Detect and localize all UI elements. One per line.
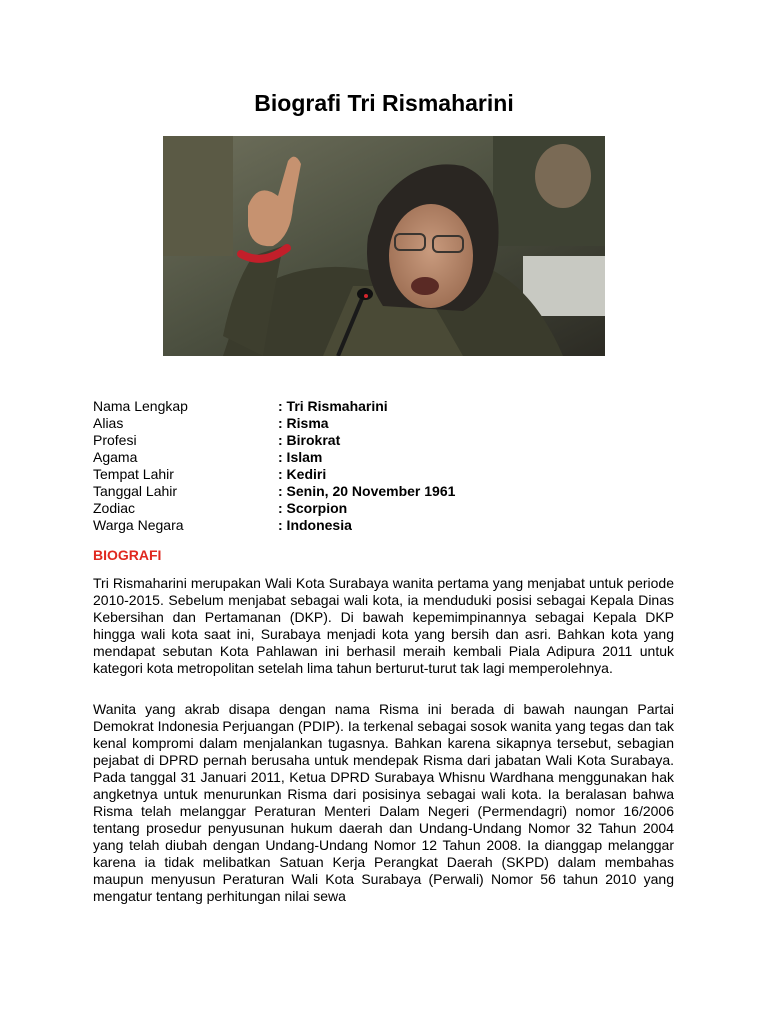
portrait-photo bbox=[163, 136, 605, 356]
profile-value: : Birokrat bbox=[278, 432, 341, 448]
profile-value: : Kediri bbox=[278, 466, 327, 482]
profile-value: : Indonesia bbox=[278, 517, 352, 533]
profile-label: Agama bbox=[93, 449, 138, 465]
profile-label: Nama Lengkap bbox=[93, 398, 188, 414]
profile-label: Tempat Lahir bbox=[93, 466, 174, 482]
profile-row bbox=[93, 449, 683, 466]
body-paragraph: Wanita yang akrab disapa dengan nama Risma ini berada di bawah naungan Partai Demokrat Indonesia Perjuangan (PDIP). Ia terkenal sebagai sosok wanita yang tegas dan tak kenal kompromi dalam menjalankan tugasnya. Bahkan karena sikapnya tersebut, sebagian pejabat di DPRD pernah berusaha untuk mendepak Risma dari jabatan Wali Kota Surabaya. Pada tanggal 31 Januari 2011, Ketua DPRD Surabaya Whisnu Wardhana menggunakan hak angketnya untuk menurunkan Risma dari posisinya sebagai wali kota. Ia beralasan bahwa Risma telah melanggar Peraturan Menteri Dalam Negeri (Permendagri) nomor 16/2006 tentang prosedur penyusunan hukum daerah dan Undang-Undang Nomor 32 Tahun 2004 yang telah diubah dengan Undang-Undang Nomor 12 Tahun 2008. Ia dianggap melanggar karena ia tidak melibatkan Satuan Kerja Perangkat Daerah (SKPD) dalam membahas maupun menyusun Peraturan Wali Kota Surabaya (Perwali) Nomor 56 tahun 2010 yang mengatur tentang perhitungan nilai sewa bbox=[93, 701, 674, 904]
profile-row bbox=[93, 432, 683, 449]
profile-row bbox=[93, 483, 683, 500]
profile-label: Tanggal Lahir bbox=[93, 483, 178, 499]
profile-value: : Risma bbox=[278, 415, 329, 431]
profile-label: Alias bbox=[93, 415, 124, 431]
profile-value: : Tri Rismaharini bbox=[278, 398, 388, 414]
profile-row bbox=[93, 415, 683, 432]
section-heading: BIOGRAFI bbox=[93, 547, 162, 563]
profile-row bbox=[93, 398, 683, 415]
profile-label: Warga Negara bbox=[93, 517, 184, 533]
profile-label: Zodiac bbox=[93, 500, 136, 516]
profile-label: Profesi bbox=[93, 432, 137, 448]
profile-value: : Islam bbox=[278, 449, 323, 465]
body-paragraph: Tri Rismaharini merupakan Wali Kota Surabaya wanita pertama yang menjabat untuk periode 2010-2015. Sebelum menjabat sebagai wali kota, ia menduduki posisi sebagai Kepala Dinas Kebersihan dan Pertamanan (DKP). Di bawah kepemimpinannya sebagai Kepala DKP hingga wali kota saat ini, Surabaya menjadi kota yang bersih dan asri. Bahkan kota yang mendapat sebutan Kota Pahlawan ini berhasil meraih kembali Piala Adipura 2011 untuk kategori kota metropolitan setelah lima tahun berturut-turut tak lagi memperolehnya. bbox=[93, 575, 674, 676]
page-title: Biografi Tri Rismaharini bbox=[254, 90, 514, 116]
profile-row bbox=[93, 517, 683, 534]
profile-value: : Scorpion bbox=[278, 500, 348, 516]
profile-row bbox=[93, 500, 683, 517]
profile-value: : Senin, 20 November 1961 bbox=[278, 483, 456, 499]
profile-table bbox=[93, 398, 683, 534]
profile-row bbox=[93, 466, 683, 483]
portrait-illustration bbox=[163, 136, 605, 356]
